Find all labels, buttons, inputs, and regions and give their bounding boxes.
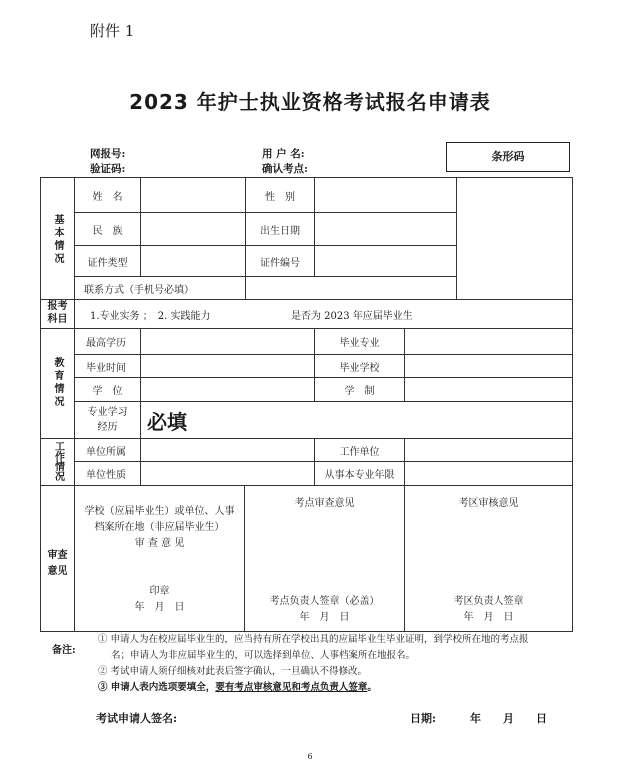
page-number: 6 [307,752,313,761]
photo-box[interactable] [457,178,572,299]
section-review: 审查 意见 [47,550,68,577]
school-field[interactable] [405,355,572,377]
school-seal: 印章 年 月 日 [134,586,185,613]
school-label: 毕业学校 [339,362,380,374]
date-fields: 年 月 日 [470,712,547,725]
date-label: 日期: [410,712,437,725]
district-opinion-label: 考区审核意见 [458,498,519,509]
work-unit-field[interactable] [405,439,572,461]
unit-nature-field[interactable] [141,462,314,485]
grad-time-label: 毕业时间 [86,362,126,374]
required-note: 必填 [147,409,187,434]
barcode-box: 条形码 [446,142,570,172]
id-type-label: 证件类型 [87,257,128,269]
site-sign: 考点负责人签章（必盖） 年 月 日 [269,596,380,623]
gender-label: 性 别 [265,191,295,203]
degree-label: 学 位 [92,386,123,397]
section-exam: 报考 科目 [47,301,68,325]
years-label: 从事本专业年限 [324,470,395,481]
verify-code-label: 验证码: [90,163,126,175]
notes-list [98,632,578,696]
major-field[interactable] [405,329,572,354]
note-item: ② 考试申请人须仔细核对此表后签字确认，一旦确认不得修改。 [98,666,368,677]
birth-date-field[interactable] [315,213,456,245]
note-item: ③ 申请人表内选项要填全，要有考点审核意见和考点负责人签章。 [98,682,377,693]
note-item: 名；申请人为非应届毕业生的，可以选择到单位、人事档案所在地报名。 [111,650,416,661]
birth-date-label: 出生日期 [260,225,300,237]
id-number-label: 证件编号 [260,257,300,269]
degree-field[interactable] [141,378,314,401]
study-history-label: 专业学习 经历 [87,407,128,433]
unit-location-field[interactable] [141,439,314,461]
district-sign: 考区负责人签章 年 月 日 [453,596,524,623]
id-type-field[interactable] [141,246,245,276]
site-opinion-label: 考点审查意见 [294,498,355,509]
notes-label: 备注: [52,645,76,656]
years-field[interactable] [405,462,572,485]
highest-degree-field[interactable] [141,329,314,354]
school-opinion-label: 学校（应届毕业生）或单位、人事 档案所在地（非应届毕业生） 审 查 意 见 [84,506,235,549]
page-title: 2023 年护士执业资格考试报名申请表 [129,90,491,114]
ethnicity-field[interactable] [141,213,245,245]
system-label: 学 制 [344,386,375,397]
contact-field[interactable] [246,277,456,299]
gender-field[interactable] [315,178,456,212]
section-basic: 基本情况 [52,214,63,266]
section-education: 教育情况 [52,356,63,409]
id-number-field[interactable] [315,246,456,276]
note-item: ① 申请人为在校应届毕业生的，应当持有所在学校出具的应届毕业生毕业证明，到学校所在地的考点报 [98,634,529,645]
grad-time-field[interactable] [141,355,314,377]
unit-location-label: 单位所属 [86,446,126,458]
section-work: 工作情况 [52,441,64,481]
attachment-label: 附件 1 [90,22,135,40]
username-label: 用 户 名: [262,148,305,160]
web-no-label: 网报号: [90,148,126,160]
study-history-field[interactable] [141,402,572,438]
exam-subjects: 1.专业实务 ； 2. 实践能力 [90,310,211,322]
name-label: 姓 名 [92,191,123,203]
name-field[interactable] [141,178,245,212]
applicant-signature-label: 考试申请人签名: [96,712,178,725]
system-field[interactable] [405,378,572,401]
highest-degree-label: 最高学历 [86,338,126,349]
ethnicity-label: 民 族 [92,225,123,237]
confirm-site-label: 确认考点: [262,163,308,175]
contact-label: 联系方式（手机号必填） [84,284,194,296]
unit-nature-label: 单位性质 [86,470,126,481]
graduate-question: 是否为 2023 年应届毕业生 [291,310,413,322]
work-unit-label: 工作单位 [339,446,380,458]
major-label: 毕业专业 [339,338,380,349]
